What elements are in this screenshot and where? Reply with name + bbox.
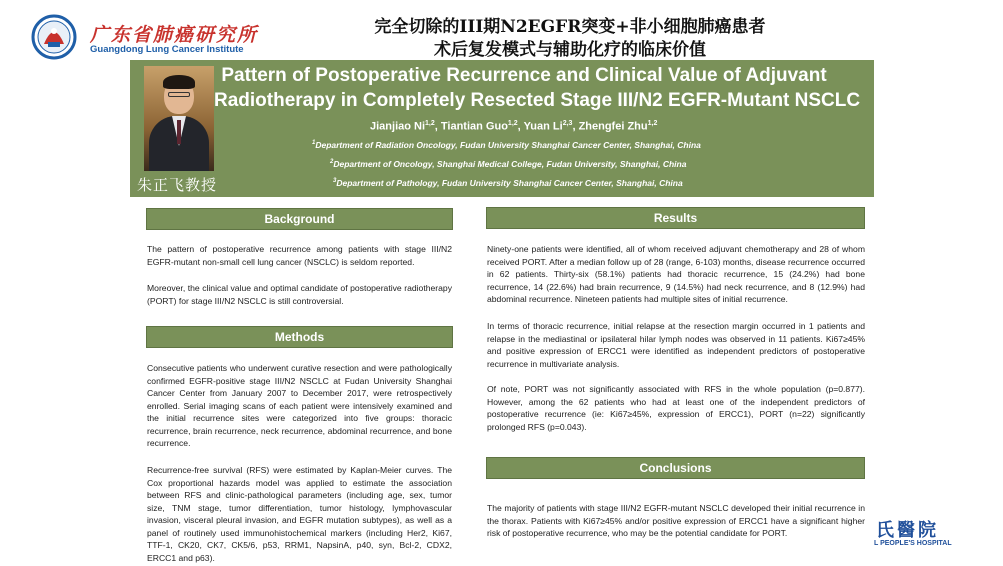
background-paragraph-1: The pattern of postoperative recurrence among patients with stage III/N2 EGFR-mutant non-small cell lung cancer (NSCLC) is seldom reported.	[147, 244, 452, 267]
professor-photo	[144, 66, 214, 171]
poster-title-line2: Radiotherapy in Completely Resected Stage III/N2 EGFR-Mutant NSCLC	[214, 90, 861, 111]
author-affiliation-mark: 1,2	[507, 120, 518, 127]
hospital-logo-chinese: 氏醫院	[876, 520, 939, 541]
hospital-logo-english: L PEOPLE'S HOSPITAL	[874, 540, 952, 547]
institute-emblem-icon	[30, 14, 78, 60]
methods-heading: Methods	[146, 326, 453, 348]
author-affiliation-mark: 1,2	[425, 120, 435, 127]
author-name: Zhengfei Zhu	[578, 120, 648, 133]
conclusions-paragraph: The majority of patients with stage III/N2 EGFR-mutant NSCLC developed their initial recurrence in the thorax. Patients with Ki67≥45% and/or positive expression of ERCC1 have a significant higher risk of postoperative recurrence, who may be the potential candidate for PORT.	[487, 503, 865, 538]
results-paragraph-3: Of note, PORT was not significantly associated with RFS in the whole population (p=0.877). However, among the 62 patients who had at least one of the independent predictors of postoperative recurrence (ie: Ki67≥45%, expression of ERCC1), PORT (n=22) significantly prolonged RFS (p=0.043).	[487, 384, 865, 432]
author-name: Tiantian Guo	[440, 120, 508, 133]
results-heading: Results	[486, 207, 865, 229]
logo-chinese-name: 广东省肺癌研究所	[90, 24, 259, 46]
affiliation-text: Department of Pathology, Fudan University Shanghai Cancer Center, Shanghai, China	[336, 178, 683, 188]
photo-caption: 朱正飞教授	[137, 176, 218, 194]
author-affiliation-mark: 2,3	[562, 120, 573, 127]
results-paragraph-1: Ninety-one patients were identified, all of whom received adjuvant chemotherapy and 28 of whom received PORT. After a median follow up of 28 (range, 6-103) months, disease recurrence occurred in 62 patients. Thirty-six (58.1%) patients had thoracic recurrence, 15 (24.2%) had bone recurrence, 14 (22.6%) had brain recurrence, 9 (14.5%) had neck recurrence, and 8 (12.9%) had abdominal recurrence. Nineteen patients had multiple sites of initial recurrence.	[487, 244, 865, 304]
background-paragraph-2: Moreover, the clinical value and optimal candidate of postoperative radiotherapy (PORT) for stage III/N2 NSCLC is still controversial.	[147, 283, 452, 306]
results-paragraph-2: In terms of thoracic recurrence, initial relapse at the resection margin occurred in 1 patients and relapse in the mediastinal or ipsilateral hilar lymph nodes was observed in 11 patients. Ki67≥45% and positive expression of ERCC1 were identified as independent predictors of postoperative recurrence in multivariate analysis.	[487, 321, 865, 369]
background-heading: Background	[146, 208, 453, 230]
chinese-title-line1: 完全切除的III期N2EGFR突变+非小细胞肺癌患者	[374, 17, 766, 37]
conclusions-heading: Conclusions	[486, 457, 865, 479]
logo-english-name: Guangdong Lung Cancer Institute	[90, 44, 244, 55]
affiliation-text: Department of Oncology, Shanghai Medical College, Fudan University, Shanghai, China	[333, 159, 687, 169]
author-list: Jianjiao Ni$^{1,2}$, Tiantian Guo$^{1,2}$, Yuan Li$^{2,3}$, Zhengfei Zhu$^{1,2}$	[370, 120, 658, 133]
author-name: Jianjiao Ni	[370, 120, 426, 133]
author-affiliation-mark: 1,2	[647, 120, 658, 127]
affiliation-2	[330, 159, 686, 169]
affiliation-number: 3	[333, 178, 337, 185]
poster-title-line1: Pattern of Postoperative Recurrence and Clinical Value of Adjuvant	[221, 65, 827, 86]
affiliation-number: 2	[330, 159, 334, 166]
institute-logo	[30, 14, 270, 60]
affiliation-1	[312, 140, 701, 150]
chinese-title-line2: 术后复发模式与辅助化疗的临床价值	[434, 40, 706, 60]
affiliation-number: 1	[312, 140, 316, 147]
affiliation-3	[333, 178, 683, 188]
methods-paragraph-1: Consecutive patients who underwent curative resection and were pathologically confirmed EGFR-positive stage III/N2 NSCLC at Fudan University Shanghai Cancer Center from January 2007 to December 2017, were retrospectively enrolled. Serial imaging scans of each patient were intensively examined and the initial recurrence sites were categorized into five groups: thoracic recurrence, brain recurrence, neck recurrence, abdominal recurrence, and bone recurrence.	[147, 363, 452, 448]
hospital-logo-partial	[874, 516, 1003, 550]
affiliation-text: Department of Radiation Oncology, Fudan University Shanghai Cancer Center, Shanghai, China	[315, 140, 701, 150]
methods-paragraph-2: Recurrence-free survival (RFS) were estimated by Kaplan-Meier curves. The Cox proportional hazards model was applied to estimate the association between RFS and clinic-pathological parameters (including age, sex, tumor size, TNM stage, tumor differentiation, tumor histology, lymphovascular invasion, visceral pleural invasion, and EGFR mutation subtypes), as well as a panel of routinely used immunohistochemical markers (including Her2, Ki67, TTF-1, CK20, CK7, CK5/6, p53, RRM1, NapsinA, p40, syn, Bcl-2, CDX2, ERCC1 and p63).	[147, 465, 452, 563]
author-name: Yuan Li	[523, 120, 563, 133]
